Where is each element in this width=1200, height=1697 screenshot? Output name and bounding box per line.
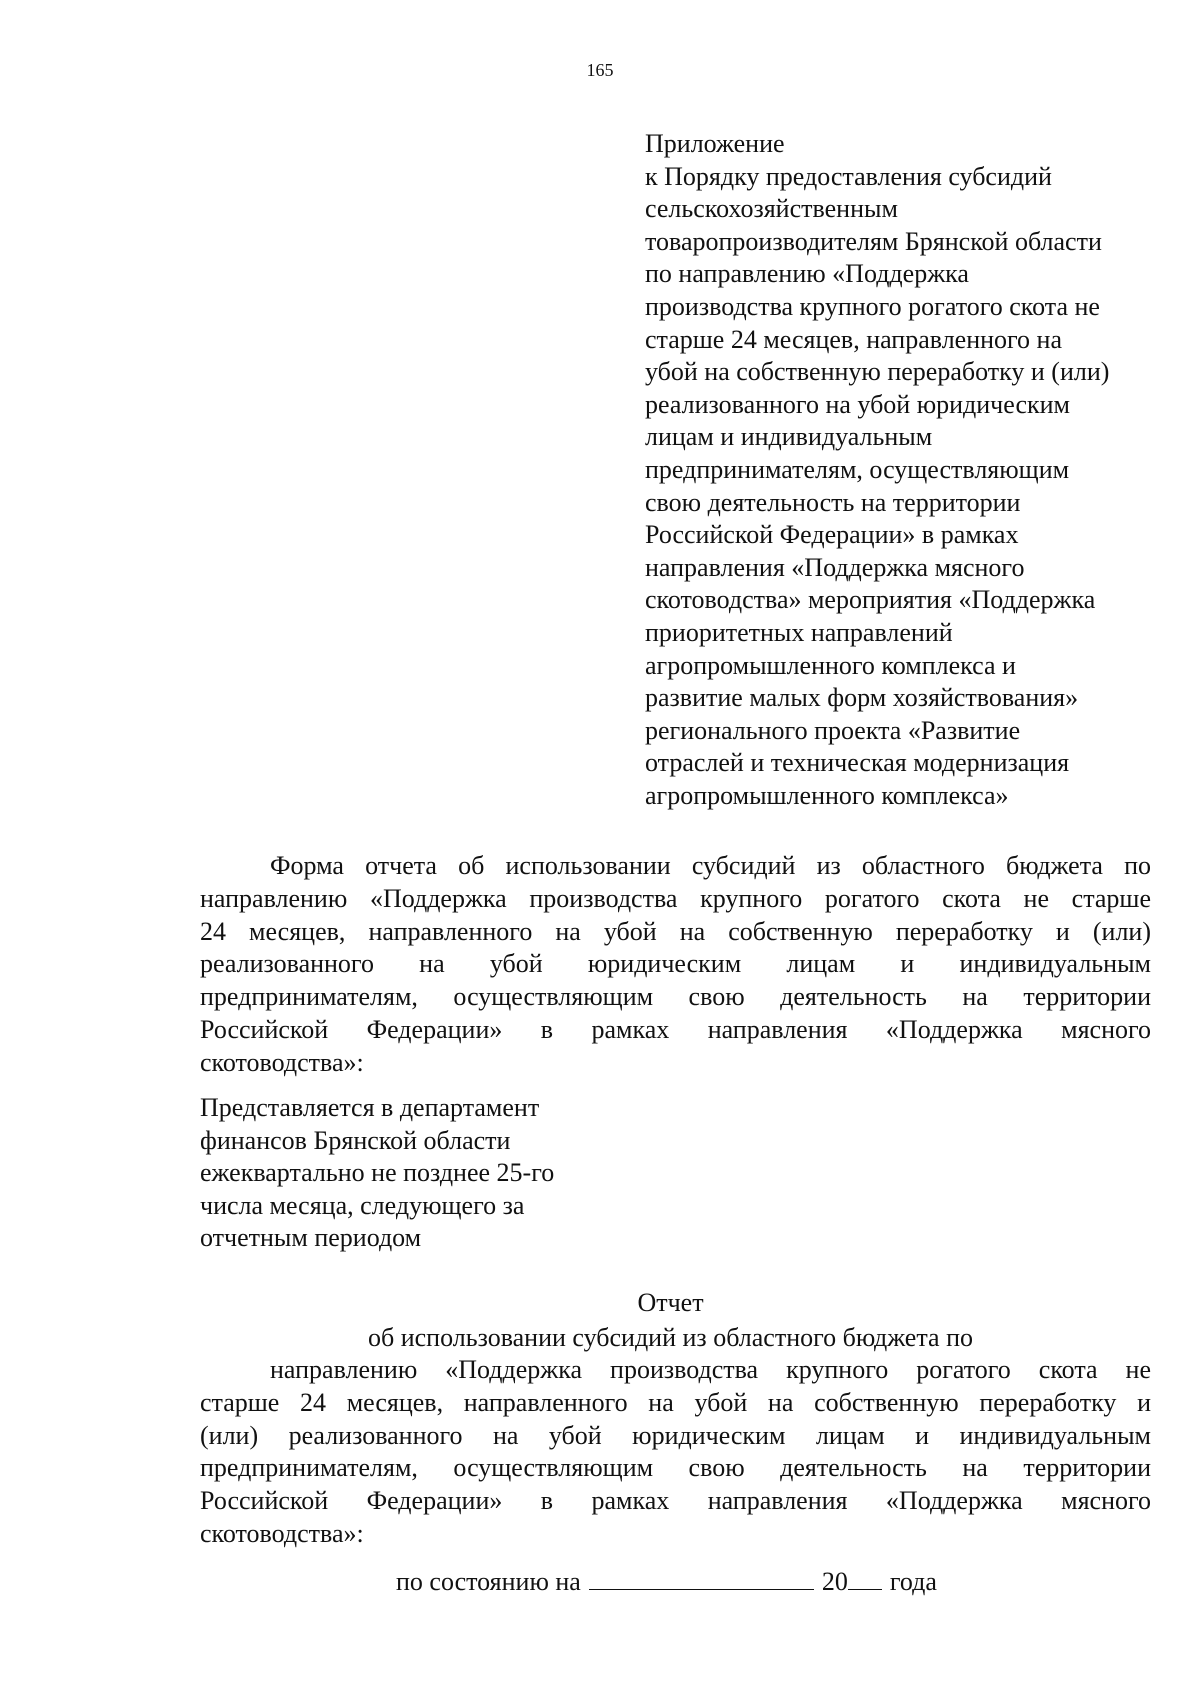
appendix-line: производства крупного рогатого скота не [645,291,1100,321]
appendix-line: приоритетных направлений [645,617,953,647]
report-body-line: скотоводства»: [200,1518,364,1548]
as-of-label: по состоянию на [396,1567,581,1596]
form-intro-line: Форма отчета об использовании субсидий из областного бюджета по [270,851,1151,880]
report-body-line: направлению «Поддержка производства крупного рогатого скота не [270,1355,1151,1384]
submission-note [200,1092,620,1255]
appendix-header [645,128,1165,812]
appendix-line: Российской Федерации» в рамках [645,520,1019,550]
appendix-line: убой на собственную переработку и (или) [645,357,1110,387]
report-body-line: Российской Федерации» в рамках направления «Поддержка мясного [200,1486,1151,1516]
appendix-line: Приложение [645,129,785,158]
appendix-line: агропромышленного комплекса» [645,780,1009,810]
report-body-paragraph [200,1354,1151,1551]
form-intro-line: 24 месяцев, направленного на убой на собственную переработку и (или) [200,916,1151,946]
report-body-line: предпринимателям, осуществляющим свою деятельность на территории [200,1453,1151,1483]
submission-note-line: ежеквартально не позднее 25-го [200,1158,555,1188]
appendix-line: отраслей и техническая модернизация [645,748,1070,778]
year-blank-field[interactable] [848,1565,882,1590]
year-suffix: года [889,1567,937,1596]
report-title: Отчет [637,1288,704,1317]
appendix-line: предпринимателям, осуществляющим [645,454,1070,484]
appendix-line: реализованного на убой юридическим [645,389,1070,419]
form-intro-line: реализованного на убой юридическим лицам и индивидуальным [200,949,1151,979]
form-intro-line: направлению «Поддержка производства крупного рогатого скота не старше [200,883,1151,913]
submission-note-line: Представляется в департамент [200,1093,540,1122]
form-intro-line: предпринимателям, осуществляющим свою деятельность на территории [200,982,1151,1012]
appendix-line: развитие малых форм хозяйствования» [645,683,1079,713]
appendix-line: по направлению «Поддержка [645,259,969,289]
submission-note-line: финансов Брянской области [200,1125,511,1155]
appendix-line: агропромышленного комплекса и [645,650,1016,680]
report-subtitle: об использовании субсидий из областного бюджета по [368,1323,973,1352]
submission-note-line: отчетным периодом [200,1223,422,1253]
appendix-line: к Порядку предоставления субсидий [645,161,1052,191]
appendix-line: свою деятельность на территории [645,487,1021,517]
form-intro-paragraph [200,850,1151,1080]
form-intro-line: скотоводства»: [200,1047,364,1077]
form-intro-line: Российской Федерации» в рамках направления «Поддержка мясного [200,1014,1151,1044]
page-number: 165 [586,60,614,80]
appendix-line: лицам и индивидуальным [645,422,933,452]
as-of-date-line [396,1565,937,1599]
appendix-line: товаропроизводителям Брянской области [645,226,1102,256]
report-body-line: старше 24 месяцев, направленного на убой на собственную переработку и [200,1387,1151,1417]
appendix-line: направления «Поддержка мясного [645,552,1025,582]
report-body-line: (или) реализованного на убой юридическим лицам и индивидуальным [200,1420,1151,1450]
appendix-line: сельскохозяйственным [645,194,898,224]
appendix-line: старше 24 месяцев, направленного на [645,324,1063,354]
submission-note-line: числа месяца, следующего за [200,1190,525,1220]
appendix-line: скотоводства» мероприятия «Поддержка [645,585,1096,615]
appendix-line: регионального проекта «Развитие [645,715,1021,745]
date-blank-field[interactable] [589,1565,814,1590]
year-prefix: 20 [821,1567,848,1596]
